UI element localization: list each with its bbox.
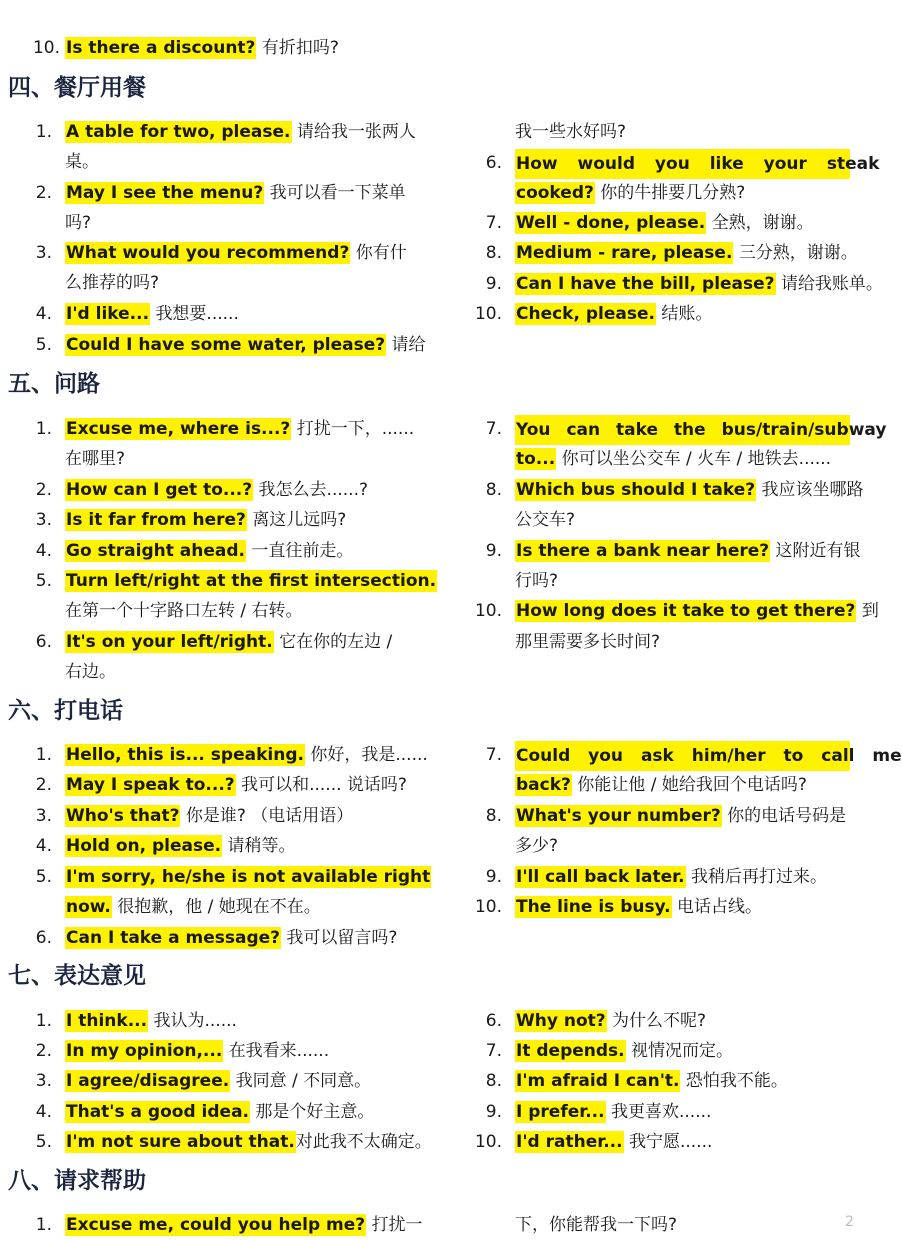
section-heading: 六、打电话 (8, 698, 123, 724)
section-heading: 八、请求帮助 (8, 1168, 146, 1194)
chinese-continuation: 下，你能帮我一下吗? (515, 1215, 678, 1235)
phrase-line (65, 1211, 423, 1239)
phrase-line (515, 1067, 788, 1095)
item-number: 5. (35, 571, 52, 591)
english-phrase: Could I have some water, please? (66, 335, 386, 355)
phrase-line (65, 741, 428, 769)
english-phrase: Which bus should I take? (516, 480, 756, 500)
english-phrase: Who's that? (66, 806, 180, 826)
phrase-line (515, 771, 807, 799)
item-number: 5. (35, 335, 52, 355)
english-phrase: I agree/disagree. (66, 1071, 230, 1091)
chinese-translation: 为什么不呢? (612, 1011, 707, 1031)
chinese-translation: 你是谁? （电话用语） (185, 806, 354, 826)
english-phrase: I'm sorry, he/she is not available right (66, 867, 431, 887)
phrase-line (65, 771, 407, 799)
chinese-translation: 请稍等。 (227, 836, 296, 856)
english-phrase: May I speak to...? (66, 775, 235, 795)
phrase-line (65, 567, 437, 595)
item-number: 9. (485, 274, 502, 294)
item-number: 1. (35, 1011, 52, 1031)
item-number: 4. (35, 1102, 52, 1122)
chinese-translation: 一直往前走。 (251, 541, 354, 561)
chinese-translation: 它在你的左边 / (279, 632, 393, 652)
chinese-continuation: 么推荐的吗? (65, 273, 160, 293)
chinese-translation: 请给我一张两人 (296, 122, 416, 142)
english-phrase: Go straight ahead. (66, 541, 245, 561)
chinese-translation: 我稍后再打过来。 (690, 867, 827, 887)
item-number: 8. (485, 480, 502, 500)
phrase-line (515, 445, 831, 473)
chinese-translation: 打扰一下，...... (296, 419, 415, 439)
item-number: 6. (35, 632, 52, 652)
chinese-translation: 请给 (391, 335, 426, 355)
chinese-translation: 三分熟，谢谢。 (738, 243, 858, 263)
item-number: 4. (35, 541, 52, 561)
item-number: 5. (35, 1132, 52, 1152)
english-phrase-cont: now. (66, 897, 111, 917)
english-phrase: It depends. (516, 1041, 625, 1061)
chinese-translation: 电话占线。 (677, 897, 762, 917)
phrase-line (515, 415, 887, 445)
chinese-translation: 对此我不太确定。 (295, 1132, 432, 1152)
english-phrase: I'd rather... (516, 1132, 623, 1152)
chinese-translation: 有折扣吗? (261, 38, 339, 58)
item-number: 1. (35, 1215, 52, 1235)
phrase-line (515, 863, 827, 891)
chinese-translation: 打扰一 (371, 1215, 423, 1235)
chinese-translation: 我更喜欢...... (611, 1102, 712, 1122)
item-number: 10. (474, 601, 502, 621)
phrase-line (65, 34, 339, 62)
item-number: 2. (35, 480, 52, 500)
phrase-line (65, 1067, 371, 1095)
phrase-line (65, 118, 416, 146)
chinese-translation: 你好，我是...... (310, 745, 428, 765)
item-number: 1. (35, 419, 52, 439)
chinese-translation: 我可以留言吗? (286, 928, 398, 948)
english-phrase: Hold on, please. (66, 836, 222, 856)
item-number: 2. (35, 775, 52, 795)
chinese-translation: 我怎么去......? (258, 480, 368, 500)
phrase-line (515, 597, 879, 625)
chinese-continuation: 公交车? (515, 510, 576, 530)
phrase-line (515, 537, 861, 565)
item-number: 8. (485, 243, 502, 263)
english-phrase: You can take the bus/train/subway (515, 415, 850, 445)
chinese-continuation: 桌。 (65, 152, 99, 172)
item-number: 7. (485, 1041, 502, 1061)
item-number: 9. (485, 541, 502, 561)
phrase-line (65, 476, 368, 504)
chinese-continuation: 多少? (515, 836, 559, 856)
item-number: 3. (35, 510, 52, 530)
item-number: 9. (485, 1102, 502, 1122)
phrase-line (515, 209, 814, 237)
english-phrase: How would you like your steak (515, 149, 850, 179)
phrase-line (515, 239, 858, 267)
chinese-translation: 你能让他 / 她给我回个电话吗? (577, 775, 807, 795)
phrase-line (515, 149, 880, 179)
chinese-translation: 我认为...... (153, 1011, 237, 1031)
section-heading: 五、问路 (8, 371, 100, 397)
chinese-continuation: 在哪里? (65, 449, 126, 469)
english-phrase: Is there a discount? (66, 38, 256, 58)
item-number: 3. (35, 243, 52, 263)
page-number: 2 (845, 1214, 854, 1230)
item-number: 7. (485, 419, 502, 439)
phrase-line (65, 1098, 374, 1126)
item-number: 6. (35, 928, 52, 948)
phrase-line (515, 300, 712, 328)
english-phrase: I'll call back later. (516, 867, 685, 887)
phrase-line (65, 863, 431, 891)
item-number: 1. (35, 122, 52, 142)
chinese-continuation: 在第一个十字路口左转 / 右转。 (65, 601, 303, 621)
section-heading: 四、餐厅用餐 (8, 75, 146, 101)
english-phrase: Can I have the bill, please? (516, 274, 775, 294)
english-phrase: Excuse me, where is...? (66, 419, 291, 439)
english-phrase: In my opinion,... (66, 1041, 223, 1061)
chinese-translation: 你的电话号码是 (727, 806, 847, 826)
item-number: 10. (474, 897, 502, 917)
english-phrase: Hello, this is... speaking. (66, 745, 304, 765)
phrase-line (65, 893, 321, 921)
phrase-line (65, 832, 296, 860)
item-number: 1. (35, 745, 52, 765)
item-number: 10. (474, 1132, 502, 1152)
english-phrase: How can I get to...? (66, 480, 253, 500)
phrase-line (65, 179, 406, 207)
phrase-line (515, 179, 745, 207)
chinese-translation: 我可以和...... 说话吗? (241, 775, 407, 795)
phrase-line (65, 239, 407, 267)
english-phrase: Could you ask him/her to call me (515, 741, 850, 771)
english-phrase: I prefer... (516, 1102, 605, 1122)
phrase-line (515, 741, 902, 771)
chinese-translation: 我想要...... (155, 304, 239, 324)
english-phrase: It's on your left/right. (66, 632, 273, 652)
phrase-line (515, 1007, 706, 1035)
chinese-continuation: 行吗? (515, 571, 559, 591)
chinese-translation: 视情况而定。 (631, 1041, 734, 1061)
phrase-line (65, 1037, 329, 1065)
english-phrase: Medium - rare, please. (516, 243, 733, 263)
english-phrase: The line is busy. (516, 897, 671, 917)
phrase-line (515, 1128, 712, 1156)
item-number: 2. (35, 1041, 52, 1061)
english-phrase: That's a good idea. (66, 1102, 249, 1122)
phrase-line (65, 415, 414, 443)
english-phrase: I'm not sure about that. (66, 1132, 295, 1152)
phrase-line (65, 537, 353, 565)
phrase-line (65, 1128, 432, 1156)
item-number: 9. (485, 867, 502, 887)
chinese-continuation: 吗? (65, 213, 92, 233)
item-number: 3. (35, 1071, 52, 1091)
chinese-translation: 恐怕我不能。 (685, 1071, 788, 1091)
chinese-translation: 你可以坐公交车 / 火车 / 地铁去...... (561, 449, 832, 469)
english-phrase: Turn left/right at the first intersection. (66, 571, 437, 591)
english-phrase: Is there a bank near here? (516, 541, 770, 561)
english-phrase: Why not? (516, 1011, 606, 1031)
english-phrase: Well - done, please. (516, 213, 706, 233)
phrase-line (65, 628, 392, 656)
english-phrase: A table for two, please. (66, 122, 291, 142)
item-number: 10. (474, 304, 502, 324)
item-number: 8. (485, 1071, 502, 1091)
item-number: 10. (32, 38, 60, 58)
chinese-translation: 请给我账单。 (780, 274, 883, 294)
english-phrase: I'd like... (66, 304, 150, 324)
english-phrase: May I see the menu? (66, 183, 264, 203)
phrase-line (65, 924, 397, 952)
english-phrase: Excuse me, could you help me? (66, 1215, 366, 1235)
phrase-line (515, 1098, 711, 1126)
english-phrase: Can I take a message? (66, 928, 281, 948)
chinese-translation: 很抱歉，他 / 她现在不在。 (117, 897, 321, 917)
chinese-continuation: 我一些水好吗? (515, 122, 627, 142)
english-phrase-cont: back? (516, 775, 571, 795)
item-number: 6. (485, 1011, 502, 1031)
english-phrase: Is it far from here? (66, 510, 246, 530)
chinese-translation: 我可以看一下菜单 (269, 183, 406, 203)
english-phrase: I think... (66, 1011, 148, 1031)
item-number: 8. (485, 806, 502, 826)
item-number: 4. (35, 836, 52, 856)
english-phrase-cont: to... (516, 449, 556, 469)
phrase-line (65, 506, 346, 534)
phrase-line (65, 802, 353, 830)
english-phrase: I'm afraid I can't. (516, 1071, 680, 1091)
item-number: 7. (485, 745, 502, 765)
phrase-line (515, 476, 864, 504)
chinese-translation: 全熟，谢谢。 (711, 213, 814, 233)
chinese-translation: 在我看来...... (228, 1041, 330, 1061)
chinese-translation: 到 (861, 601, 879, 621)
phrase-line (65, 300, 239, 328)
english-phrase-cont: cooked? (516, 183, 594, 203)
phrase-line (515, 1037, 733, 1065)
item-number: 3. (35, 806, 52, 826)
english-phrase: What would you recommend? (66, 243, 350, 263)
chinese-translation: 我应该坐哪路 (761, 480, 864, 500)
chinese-translation: 这附近有银 (775, 541, 861, 561)
chinese-continuation: 那里需要多长时间? (515, 632, 661, 652)
chinese-translation: 那是个好主意。 (255, 1102, 375, 1122)
phrase-line (515, 802, 846, 830)
chinese-translation: 你有什 (355, 243, 407, 263)
item-number: 5. (35, 867, 52, 887)
english-phrase: Check, please. (516, 304, 655, 324)
english-phrase: How long does it take to get there? (516, 601, 856, 621)
chinese-translation: 你的牛排要几分熟? (600, 183, 746, 203)
chinese-translation: 我同意 / 不同意。 (235, 1071, 372, 1091)
phrase-line (515, 893, 762, 921)
chinese-translation: 离这儿远吗? (252, 510, 347, 530)
phrase-line (65, 1007, 237, 1035)
section-heading: 七、表达意见 (8, 963, 146, 989)
english-phrase: What's your number? (516, 806, 721, 826)
chinese-continuation: 右边。 (65, 662, 116, 682)
item-number: 2. (35, 183, 52, 203)
chinese-translation: 我宁愿...... (628, 1132, 713, 1152)
phrase-line (515, 270, 883, 298)
item-number: 4. (35, 304, 52, 324)
chinese-translation: 结账。 (661, 304, 713, 324)
item-number: 7. (485, 213, 502, 233)
item-number: 6. (485, 153, 502, 173)
phrase-line (65, 331, 426, 359)
